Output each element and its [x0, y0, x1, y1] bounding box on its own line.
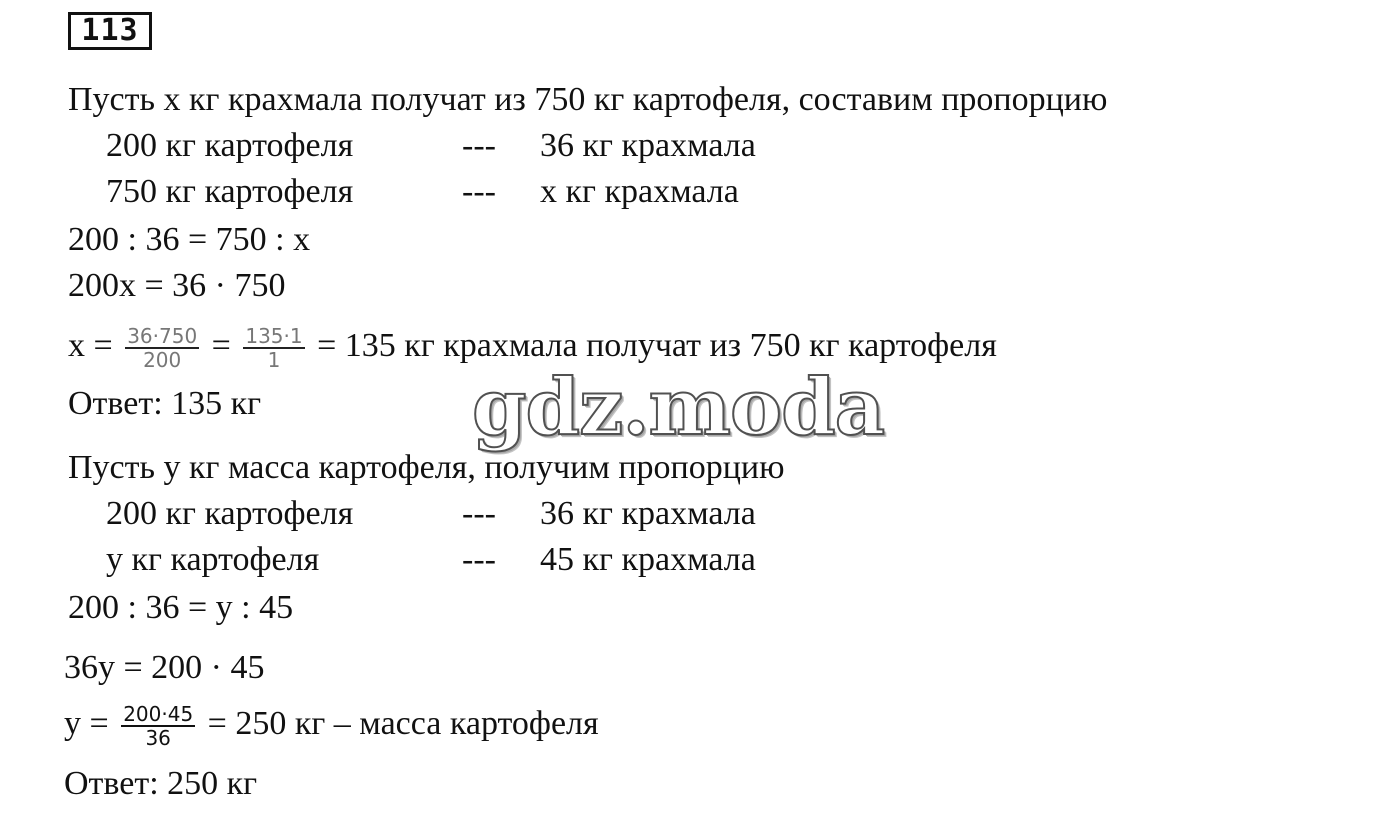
- part1-fraction-1-numerator: 36·750: [127, 324, 198, 349]
- part2-row-2-left: у кг картофеля: [106, 541, 320, 578]
- part1-eq3-prefix: х =: [68, 327, 113, 364]
- problem-number-box: [68, 12, 152, 50]
- watermark-logo: gdz.moda: [472, 362, 885, 453]
- part1-row-2-sep: ---: [462, 173, 496, 210]
- part1-row-2-left: 750 кг картофеля: [106, 173, 354, 210]
- part2-equation-2: 36у = 200 · 45: [64, 649, 265, 686]
- part1-row-1-right: 36 кг крахмала: [540, 127, 756, 164]
- part2-row-2-right: 45 кг крахмала: [540, 541, 756, 578]
- part1-fraction-1-denominator: 200: [125, 347, 199, 371]
- part2-fraction-numerator: 200·45: [123, 702, 194, 727]
- part1-intro: Пусть х кг крахмала получат из 750 кг картофеля, составим пропорцию: [68, 81, 1108, 118]
- part1-fraction-1: [125, 325, 199, 371]
- part2-equation-3: [64, 694, 599, 754]
- part2-row-1-right: 36 кг крахмала: [540, 495, 756, 532]
- part2-eq3-prefix: у =: [64, 705, 109, 742]
- problem-number: 113: [81, 13, 139, 48]
- part2-fraction: [121, 703, 195, 749]
- part2-answer: Ответ: 250 кг: [64, 765, 258, 802]
- part1-eq3-mid: =: [211, 327, 231, 364]
- part1-answer: Ответ: 135 кг: [68, 385, 262, 422]
- part2-eq3-suffix: = 250 кг – масса картофеля: [207, 705, 599, 742]
- part1-fraction-2: [243, 325, 304, 371]
- part1-fraction-2-denominator: 1: [243, 347, 304, 371]
- part2-row-1-left: 200 кг картофеля: [106, 495, 354, 532]
- part1-equation-2: 200х = 36 · 750: [68, 267, 286, 304]
- part2-intro: Пусть у кг масса картофеля, получим пропорцию: [68, 449, 785, 486]
- part2-equation-1: 200 : 36 = у : 45: [68, 589, 294, 626]
- part1-row-1-left: 200 кг картофеля: [106, 127, 354, 164]
- part1-eq3-suffix: = 135 кг крахмала получат из 750 кг картофеля: [317, 327, 997, 364]
- part2-fraction-denominator: 36: [121, 725, 195, 749]
- part1-row-1-sep: ---: [462, 127, 496, 164]
- part1-fraction-2-numerator: 135·1: [245, 324, 303, 349]
- part1-row-2-right: х кг крахмала: [540, 173, 739, 210]
- part1-equation-1: 200 : 36 = 750 : х: [68, 221, 311, 258]
- part2-row-1-sep: ---: [462, 495, 496, 532]
- part2-row-2-sep: ---: [462, 541, 496, 578]
